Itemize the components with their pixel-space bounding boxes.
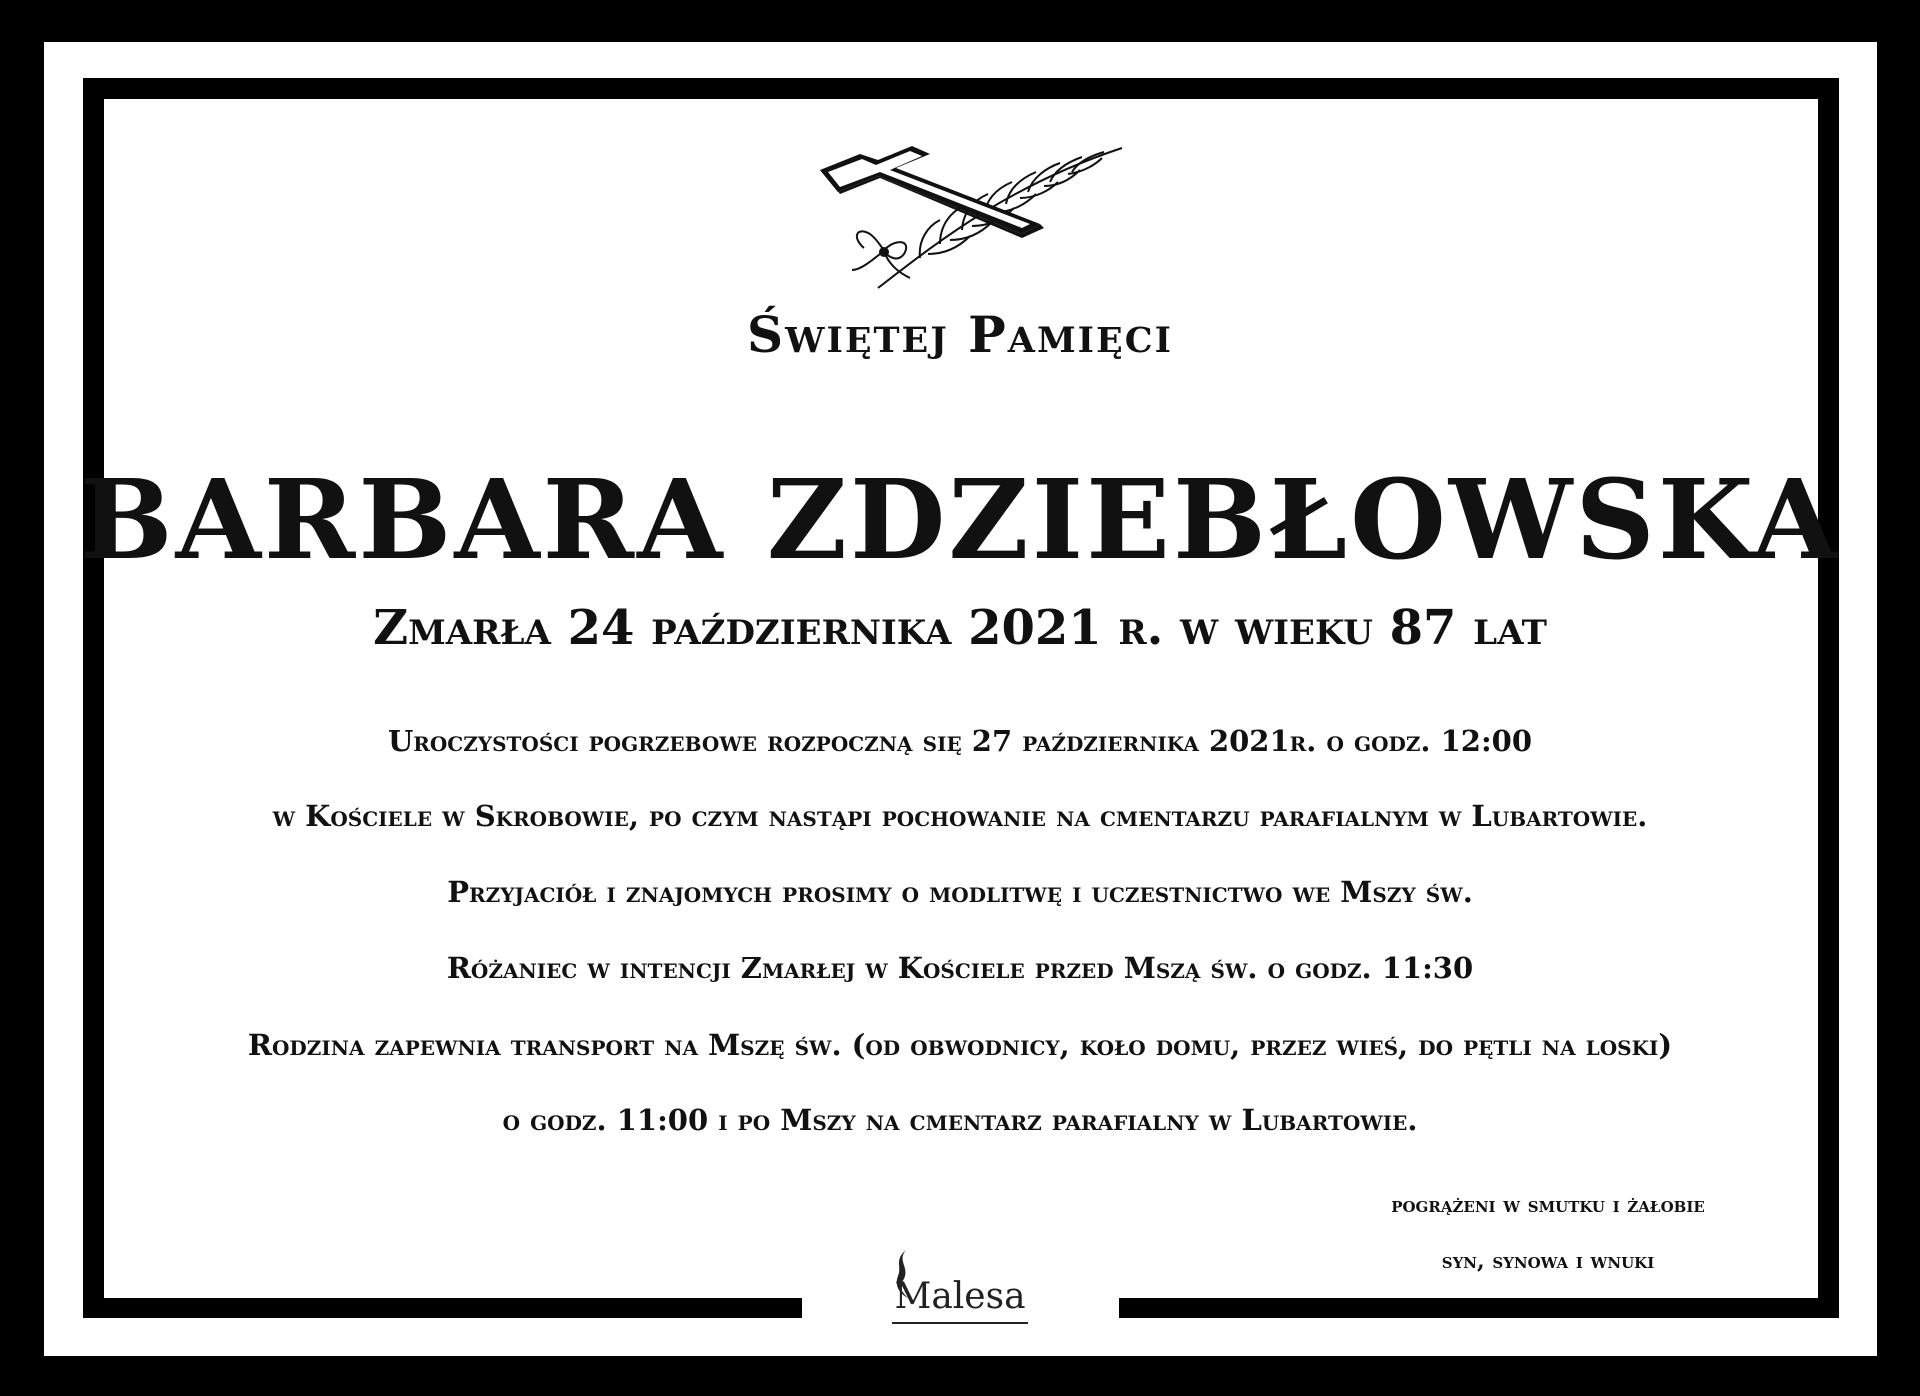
signature-family: syn, synowa i wnuki xyxy=(1441,1248,1655,1274)
logo-text: Malesa xyxy=(894,1276,1026,1317)
cross-with-palm-icon xyxy=(800,130,1140,300)
frame-bottom-left xyxy=(83,1298,802,1318)
death-date-line: Zmarła 24 października 2021 r. w wieku 87 lat xyxy=(373,600,1547,656)
deceased-name: BARBARA ZDZIEBŁOWSKA xyxy=(79,455,1841,584)
church-info-line: w Kościele w Skrobowie, po czym nastąpi pochowanie na cmentarzu parafialnym w Lubartowie. xyxy=(272,799,1648,833)
logo-underline xyxy=(892,1322,1028,1324)
funeral-home-logo xyxy=(870,1248,1050,1328)
rosary-line: Różaniec w intencji Zmarłej w Kościele przed Mszą św. o godz. 11:30 xyxy=(446,951,1474,985)
page-title: Świętej Pamięci xyxy=(747,305,1173,364)
frame-bottom-right xyxy=(1119,1298,1839,1318)
funeral-info-line: Uroczystości pogrzebowe rozpoczną się 27 października 2021r. o godz. 12:00 xyxy=(387,724,1533,758)
invitation-line: Przyjaciół i znajomych prosimy o modlitwę i uczestnictwo we Mszy św. xyxy=(447,875,1473,909)
transport-time-line: o godz. 11:00 i po Mszy na cmentarz parafialny w Lubartowie. xyxy=(502,1103,1418,1137)
signature-mourning: pogrążeni w smutku i żałobie xyxy=(1391,1192,1705,1218)
transport-line: Rodzina zapewnia transport na Mszę św. (od obwodnicy, koło domu, przez wieś, do pętli na loski) xyxy=(247,1028,1673,1062)
